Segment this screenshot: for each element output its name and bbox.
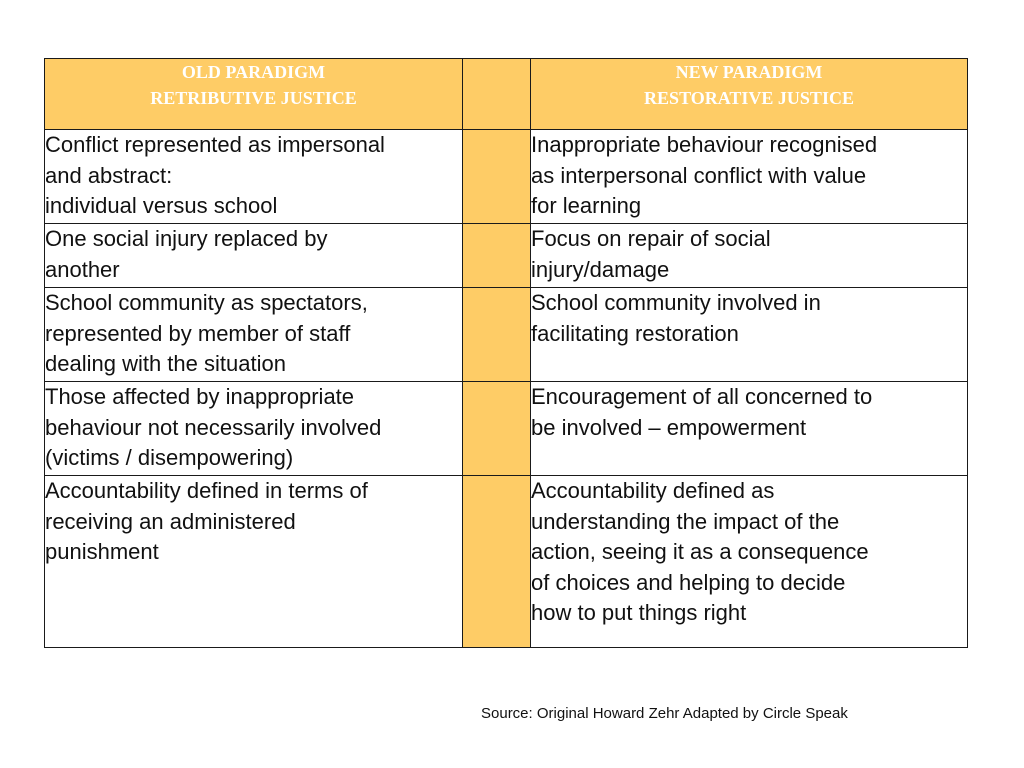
new-paradigm-cell [531, 288, 968, 382]
cell-line: (victims / disempowering) [45, 445, 294, 470]
table-row [45, 476, 968, 648]
old-paradigm-cell [45, 382, 463, 476]
cell-line: School community involved in [531, 290, 821, 315]
old-paradigm-cell [45, 476, 463, 648]
old-paradigm-cell [45, 224, 463, 288]
cell-line: individual versus school [45, 193, 278, 218]
new-paradigm-subtitle: RESTORATIVE JUSTICE [644, 88, 854, 108]
table-row [45, 288, 968, 382]
divider-cell [463, 224, 531, 288]
table-header-row [45, 59, 968, 130]
divider-cell [463, 476, 531, 648]
new-paradigm-title: NEW PARADIGM [675, 62, 823, 82]
cell-line: dealing with the situation [45, 351, 286, 376]
cell-line: and abstract: [45, 162, 173, 188]
table-row [45, 130, 968, 224]
source-citation: Source: Original Howard Zehr Adapted by Circle Speak [481, 705, 848, 722]
cell-line: understanding the impact of the [531, 508, 840, 534]
cell-line: another [45, 256, 120, 282]
cell-line: Accountability defined in terms of [45, 478, 368, 503]
old-paradigm-cell [45, 130, 463, 224]
cell-line: how to put things right [531, 600, 747, 625]
table-row [45, 224, 968, 288]
new-paradigm-cell [531, 476, 968, 648]
cell-line: facilitating restoration [531, 320, 739, 346]
cell-line: Focus on repair of social [531, 226, 771, 251]
table-row [45, 382, 968, 476]
cell-line: School community as spectators, [45, 290, 368, 315]
divider-cell [463, 130, 531, 224]
divider-cell [463, 382, 531, 476]
cell-line: Encouragement of all concerned to [531, 384, 873, 409]
divider-cell [463, 59, 531, 130]
cell-line: of choices and helping to decide [531, 569, 846, 595]
old-paradigm-header [45, 59, 463, 130]
divider-cell [463, 288, 531, 382]
cell-line: for learning [531, 193, 642, 218]
cell-line: receiving an administered [45, 508, 296, 534]
new-paradigm-cell [531, 382, 968, 476]
new-paradigm-cell [531, 130, 968, 224]
cell-line: injury/damage [531, 256, 670, 282]
cell-line: behaviour not necessarily involved [45, 414, 382, 440]
paradigm-comparison-table [44, 58, 968, 648]
cell-line: Accountability defined as [531, 478, 775, 503]
new-paradigm-cell [531, 224, 968, 288]
cell-line: as interpersonal conflict with value [531, 162, 867, 188]
cell-line: punishment [45, 539, 159, 564]
cell-line: One social injury replaced by [45, 226, 328, 251]
cell-line: Those affected by inappropriate [45, 384, 355, 409]
old-paradigm-subtitle: RETRIBUTIVE JUSTICE [150, 88, 357, 108]
cell-line: represented by member of staff [45, 320, 351, 346]
new-paradigm-header [531, 59, 968, 130]
old-paradigm-title: OLD PARADIGM [181, 62, 326, 82]
old-paradigm-cell [45, 288, 463, 382]
cell-line: Conflict represented as impersonal [45, 132, 385, 157]
cell-line: be involved – empowerment [531, 414, 807, 440]
cell-line: action, seeing it as a consequence [531, 539, 869, 564]
cell-line: Inappropriate behaviour recognised [531, 132, 878, 157]
